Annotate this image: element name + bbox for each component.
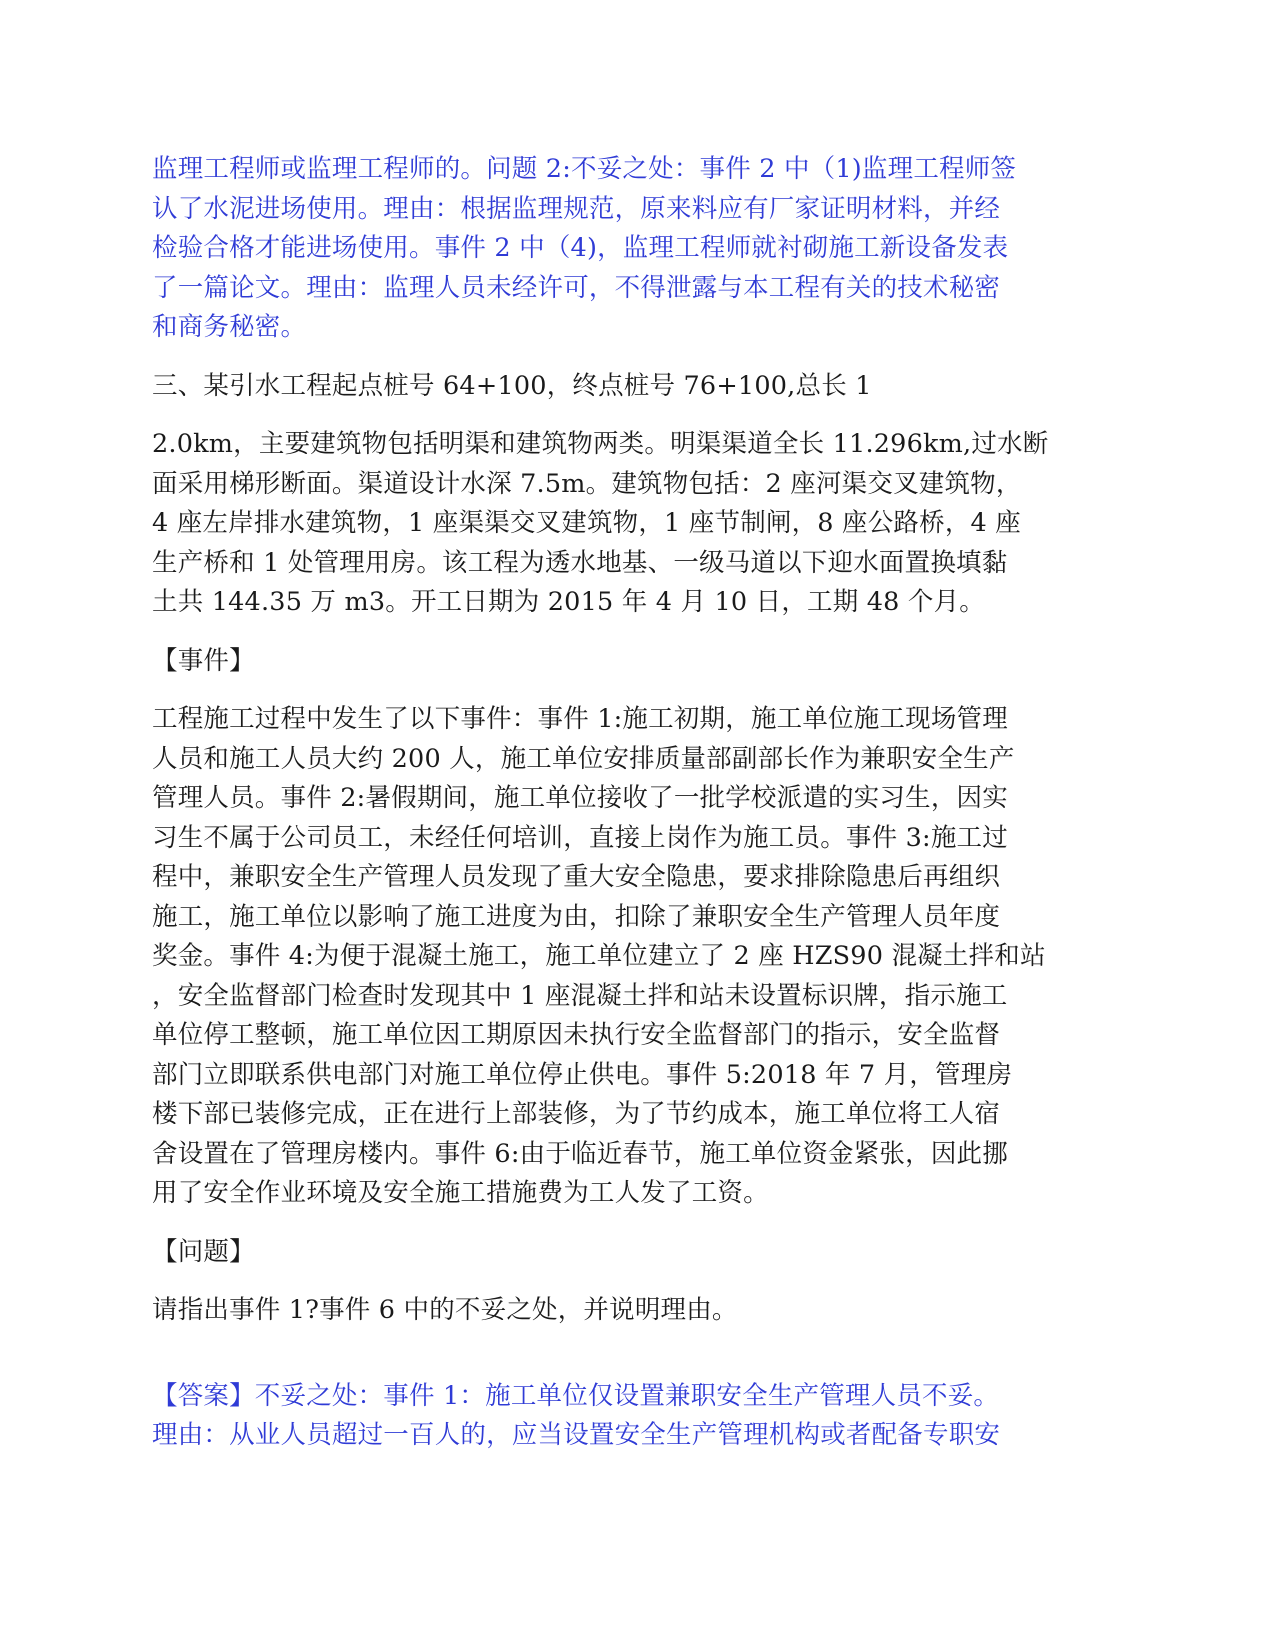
label-text: 【事件】 [152,645,255,676]
text-line: 【答案】不妥之处：事件 1：施工单位仅设置兼职安全生产管理人员不妥。 [152,1380,1000,1411]
text-line: 4 座左岸排水建筑物，1 座渠渠交叉建筑物，1 座节制闸，8 座公路桥，4 座 [152,508,1021,538]
text-line: 习生不属于公司员工，未经任何培训，直接上岗作为施工员。事件 3:施工过 [152,822,1008,853]
project-description [152,425,1124,623]
text-line: 楼下部已装修完成，正在进行上部装修，为了节约成本，施工单位将工人宿 [152,1099,1001,1129]
text-line: 生产桥和 1 处管理用房。该工程为透水地基、一级马道以下迎水面置换填黏 [152,547,1008,578]
text-line: 部门立即联系供电部门对施工单位停止供电。事件 5:2018 年 7 月，管理房 [152,1059,1013,1090]
text-line: 单位停工整顿，施工单位因工期原因未执行安全监督部门的指示，安全监督 [152,1020,1001,1050]
text-line: ，安全监督部门检查时发现其中 1 座混凝土拌和站未设置标识牌，指示施工 [152,980,1008,1011]
answer-paragraph [152,1377,1124,1456]
text-line: 工程施工过程中发生了以下事件：事件 1:施工初期，施工单位施工现场管理 [152,704,1008,734]
text-line: 舍设置在了管理房楼内。事件 6:由于临近春节，施工单位资金紧张，因此挪 [152,1138,1008,1169]
text-line: 管理人员。事件 2:暑假期间，施工单位接收了一批学校派遣的实习生，因实 [152,783,1008,813]
heading-text: 三、某引水工程起点桩号 64+100，终点桩号 76+100,总长 1 [152,370,872,401]
text-line: 检验合格才能进场使用。事件 2 中（4)，监理工程师就衬砌施工新设备发表 [152,233,1009,263]
text-line: 了一篇论文。理由：监理人员未经许可，不得泄露与本工程有关的技术秘密 [152,272,1001,303]
question-text [152,1291,1124,1331]
text-line: 面采用梯形断面。渠道设计水深 7.5m。建筑物包括：2 座河渠交叉建筑物， [152,468,1022,499]
text-line: 程中，兼职安全生产管理人员发现了重大安全隐患，要求排除隐患后再组织 [152,862,1001,892]
events-label [152,642,1124,682]
label-text: 【问题】 [152,1236,255,1267]
text-line: 土共 144.35 万 m3。开工日期为 2015 年 4 月 10 日，工期 48 个月。 [152,587,986,617]
text-line: 监理工程师或监理工程师的。问题 2:不妥之处：事件 2 中（1)监理工程师签 [152,154,1017,184]
text-line: 请指出事件 1?事件 6 中的不妥之处，并说明理由。 [152,1295,738,1325]
text-line: 和商务秘密。 [152,312,307,342]
previous-answer-paragraph [152,150,1124,348]
text-line: 理由：从业人员超过一百人的，应当设置安全生产管理机构或者配备专职安 [152,1420,1001,1450]
text-line: 人员和施工人员大约 200 人，施工单位安排质量部副部长作为兼职安全生产 [152,743,1015,774]
text-line: 认了水泥进场使用。理由：根据监理规范，原来料应有厂家证明材料，并经 [152,193,1001,224]
document-page [152,150,1124,1456]
text-line: 施工，施工单位以影响了施工进度为由，扣除了兼职安全生产管理人员年度 [152,901,1001,932]
text-line: 2.0km，主要建筑物包括明渠和建筑物两类。明渠渠道全长 11.296km,过水断 [152,429,1049,459]
text-line: 奖金。事件 4:为便于混凝土施工，施工单位建立了 2 座 HZS90 混凝土拌和站 [152,941,1046,971]
question-label [152,1233,1124,1273]
text-line: 用了安全作业环境及安全施工措施费为工人发了工资。 [152,1178,769,1208]
events-paragraph [152,700,1124,1214]
section-heading [152,367,1124,407]
